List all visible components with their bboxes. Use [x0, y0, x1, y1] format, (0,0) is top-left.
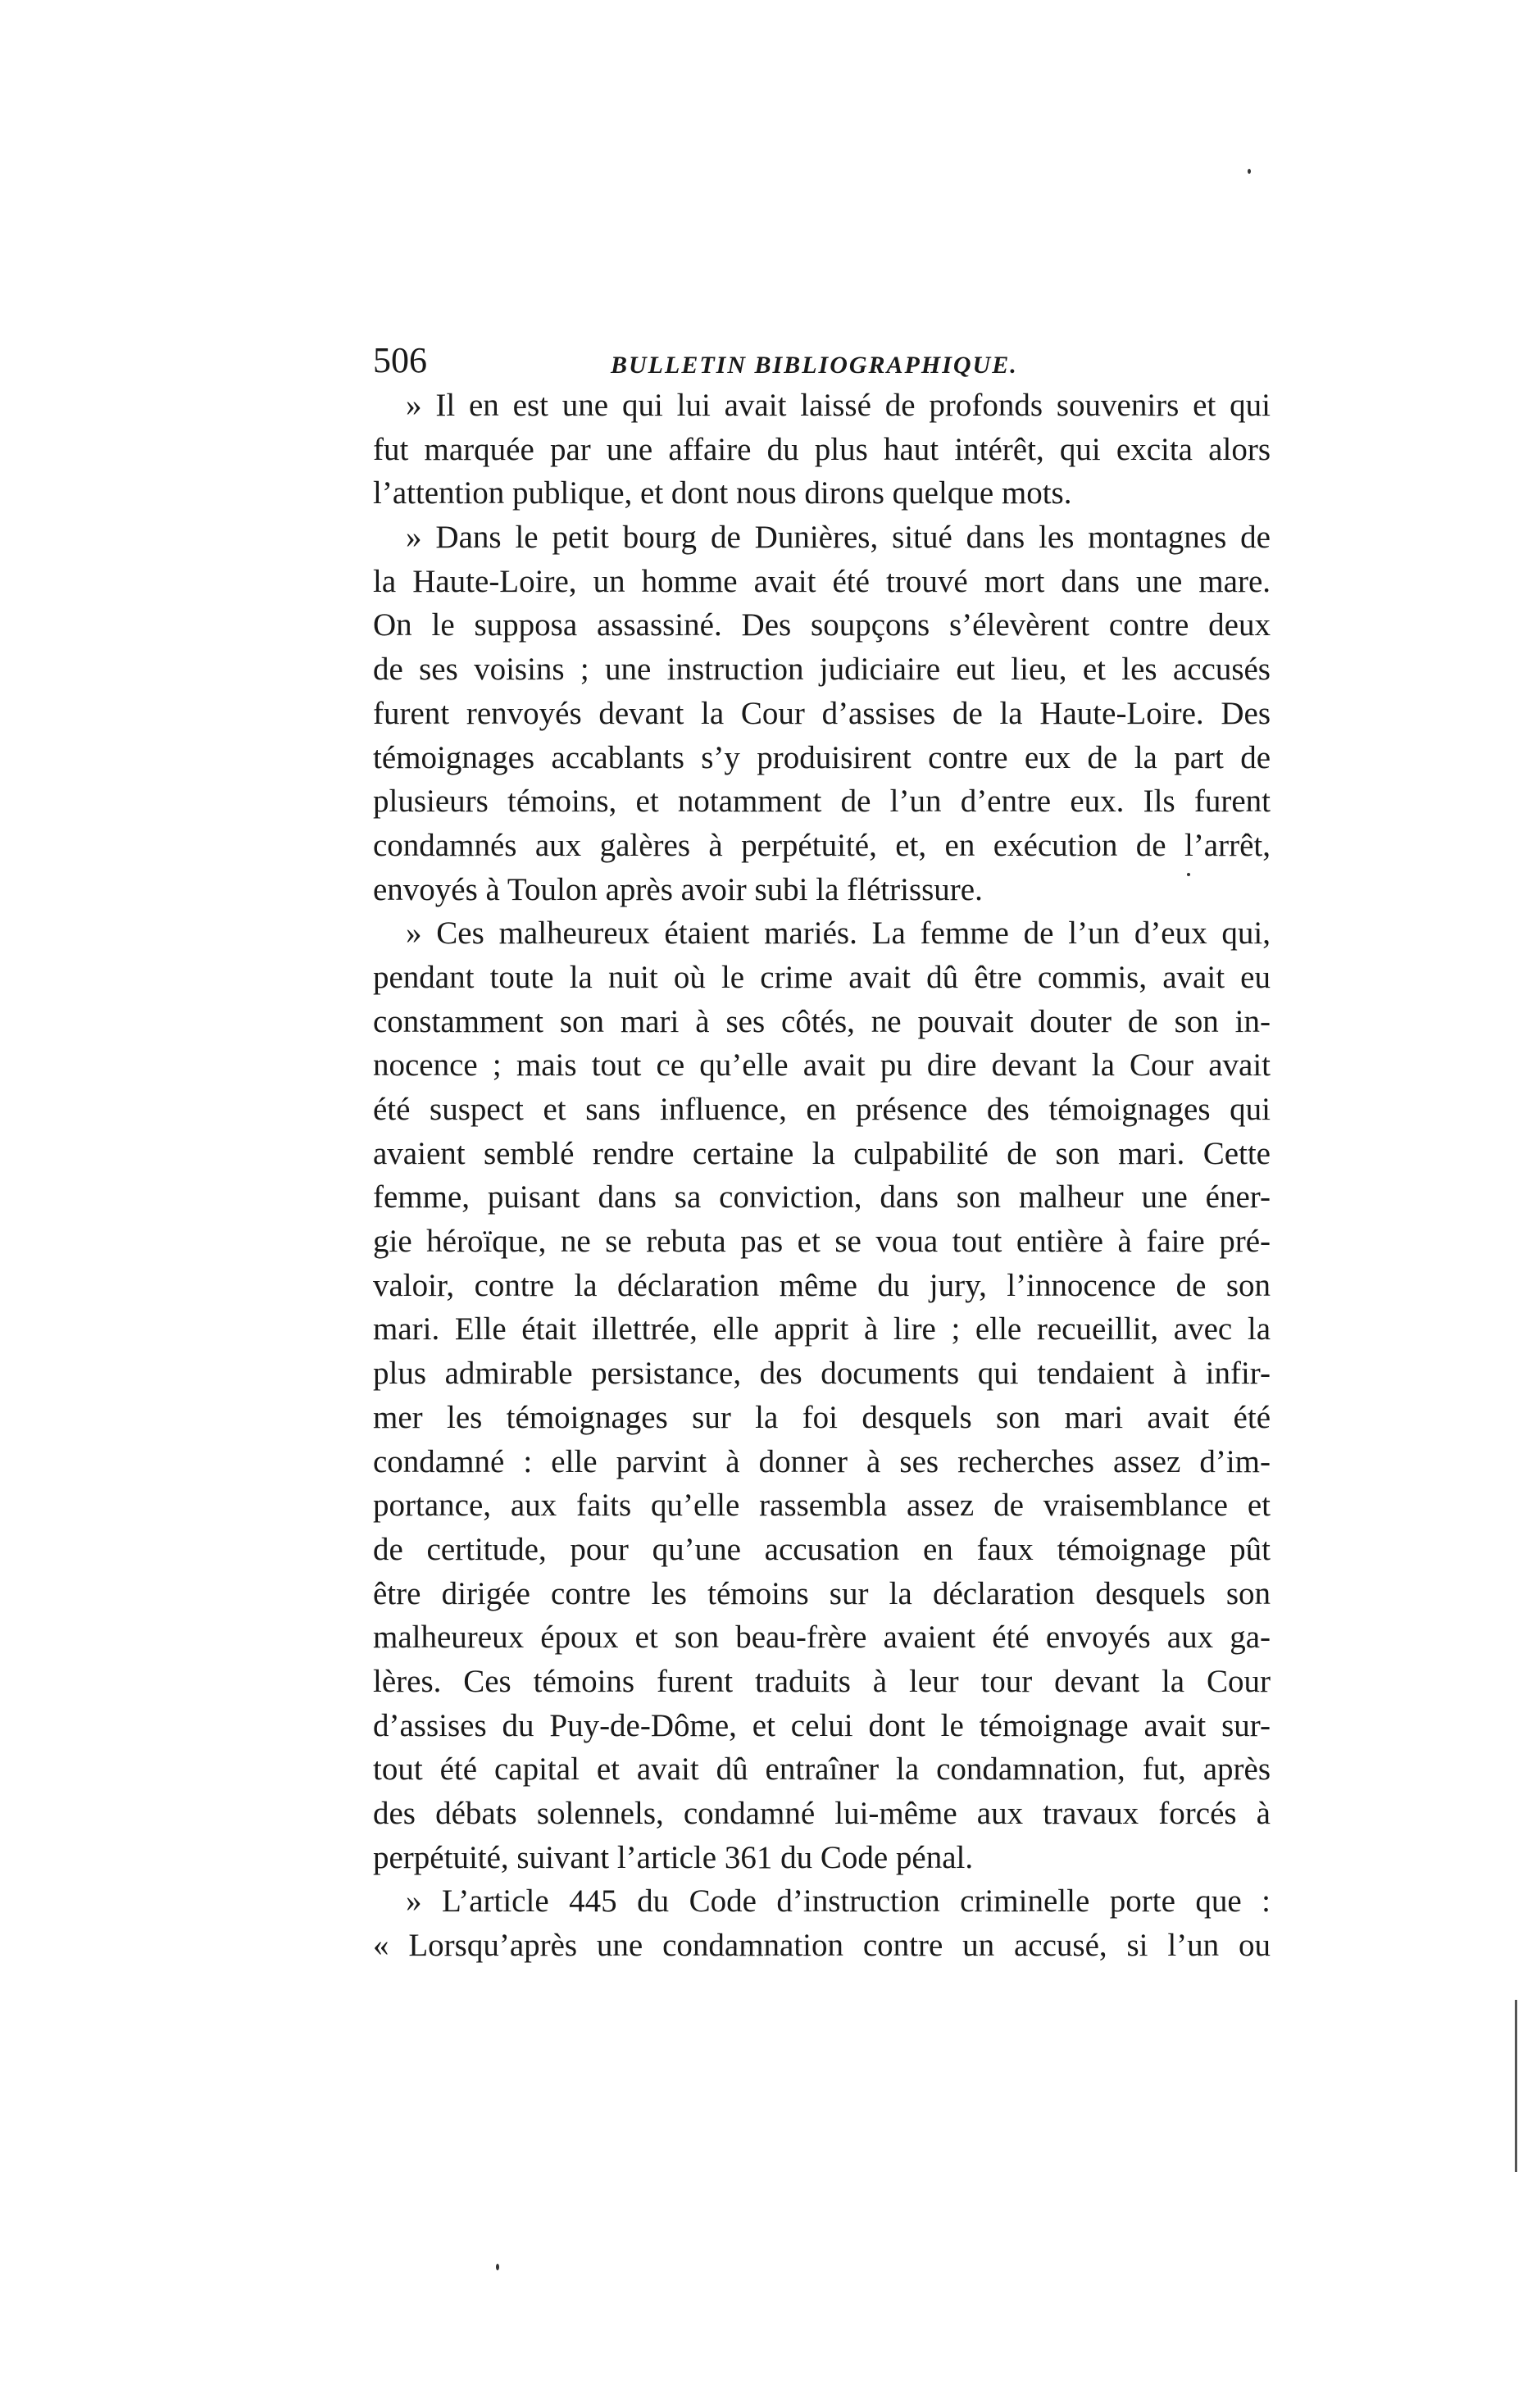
page-header: [373, 336, 1271, 385]
page-number: 506: [373, 340, 427, 380]
scan-speck: [1248, 169, 1251, 174]
text-line: l’attention publique, et dont nous dirons quelque mots.: [373, 475, 1072, 511]
text-line: mari. Elle était illettrée, elle apprit à lire ; elle recueillit, avec la: [373, 1311, 1271, 1347]
text-line: valoir, contre la déclaration même du jury, l’innocence de son: [373, 1267, 1271, 1303]
text-line: mer les témoignages sur la foi desquels son mari avait été: [373, 1399, 1271, 1435]
text-line: avaient semblé rendre certaine la culpabilité de son mari. Cette: [373, 1135, 1271, 1171]
text-line: de certitude, pour qu’une accusation en faux témoignage pût: [373, 1531, 1271, 1567]
scan-speck: [1187, 873, 1190, 876]
text-line: des débats solennels, condamné lui-même aux travaux forcés à: [373, 1796, 1271, 1831]
text-line: être dirigée contre les témoins sur la déclaration desquels son: [373, 1575, 1271, 1611]
text-line: femme, puisant dans sa conviction, dans son malheur une éner-: [373, 1179, 1271, 1215]
text-line: envoyés à Toulon après avoir subi la flétrissure.: [373, 871, 983, 907]
text-line: furent renvoyés devant la Cour d’assises de la Haute-Loire. Des: [373, 695, 1271, 731]
text-line: malheureux époux et son beau-frère avaient été envoyés aux ga-: [373, 1620, 1271, 1656]
text-line: lères. Ces témoins furent traduits à leur tour devant la Cour: [373, 1663, 1271, 1699]
text-line: » Ces malheureux étaient mariés. La femme de l’un d’eux qui,: [406, 915, 1271, 952]
text-line: perpétuité, suivant l’article 361 du Code pénal.: [373, 1839, 974, 1875]
text-line: la Haute-Loire, un homme avait été trouvé mort dans une mare.: [373, 563, 1271, 599]
text-line: condamnés aux galères à perpétuité, et, en exécution de l’arrêt,: [373, 827, 1271, 863]
text-line: été suspect et sans influence, en présence des témoignages qui: [373, 1092, 1271, 1127]
text-line: d’assises du Puy-de-Dôme, et celui dont le témoignage avait sur-: [373, 1707, 1271, 1743]
text-line: » Il en est une qui lui avait laissé de profonds souvenirs et qui: [406, 388, 1271, 423]
text-line: gie héroïque, ne se rebuta pas et se voua tout entière à faire pré-: [373, 1224, 1271, 1260]
text-line: tout été capital et avait dû entraîner la condamnation, fut, après: [373, 1751, 1271, 1788]
text-line: fut marquée par une affaire du plus haut intérêt, qui excita alors: [373, 431, 1271, 467]
text-line: pendant toute la nuit où le crime avait dû être commis, avait eu: [373, 959, 1271, 995]
text-line: « Lorsqu’après une condamnation contre un accusé, si l’un ou: [373, 1928, 1271, 1964]
text-line: On le supposa assassiné. Des soupçons s’élevèrent contre deux: [373, 607, 1271, 643]
text-line: » Dans le petit bourg de Dunières, situé dans les montagnes de: [406, 520, 1271, 556]
body-text: [373, 384, 1271, 1968]
text-line: plus admirable persistance, des documents qui tendaient à infir-: [373, 1356, 1271, 1392]
text-line: nocence ; mais tout ce qu’elle avait pu dire devant la Cour avait: [373, 1047, 1271, 1084]
text-line: » L’article 445 du Code d’instruction criminelle porte que :: [406, 1883, 1271, 1920]
running-head: BULLETIN BIBLIOGRAPHIQUE.: [611, 352, 1018, 379]
text-line: condamné : elle parvint à donner à ses recherches assez d’im-: [373, 1443, 1271, 1479]
margin-line: [1515, 2000, 1517, 2172]
text-line: constamment son mari à ses côtés, ne pouvait douter de son in-: [373, 1003, 1271, 1039]
text-line: de ses voisins ; une instruction judiciaire eut lieu, et les accusés: [373, 652, 1271, 688]
text-line: plusieurs témoins, et notamment de l’un d’entre eux. Ils furent: [373, 784, 1271, 820]
text-line: portance, aux faits qu’elle rassembla assez de vraisemblance et: [373, 1488, 1271, 1524]
scan-speck: [496, 2264, 499, 2270]
text-line: témoignages accablants s’y produisirent contre eux de la part de: [373, 739, 1271, 775]
